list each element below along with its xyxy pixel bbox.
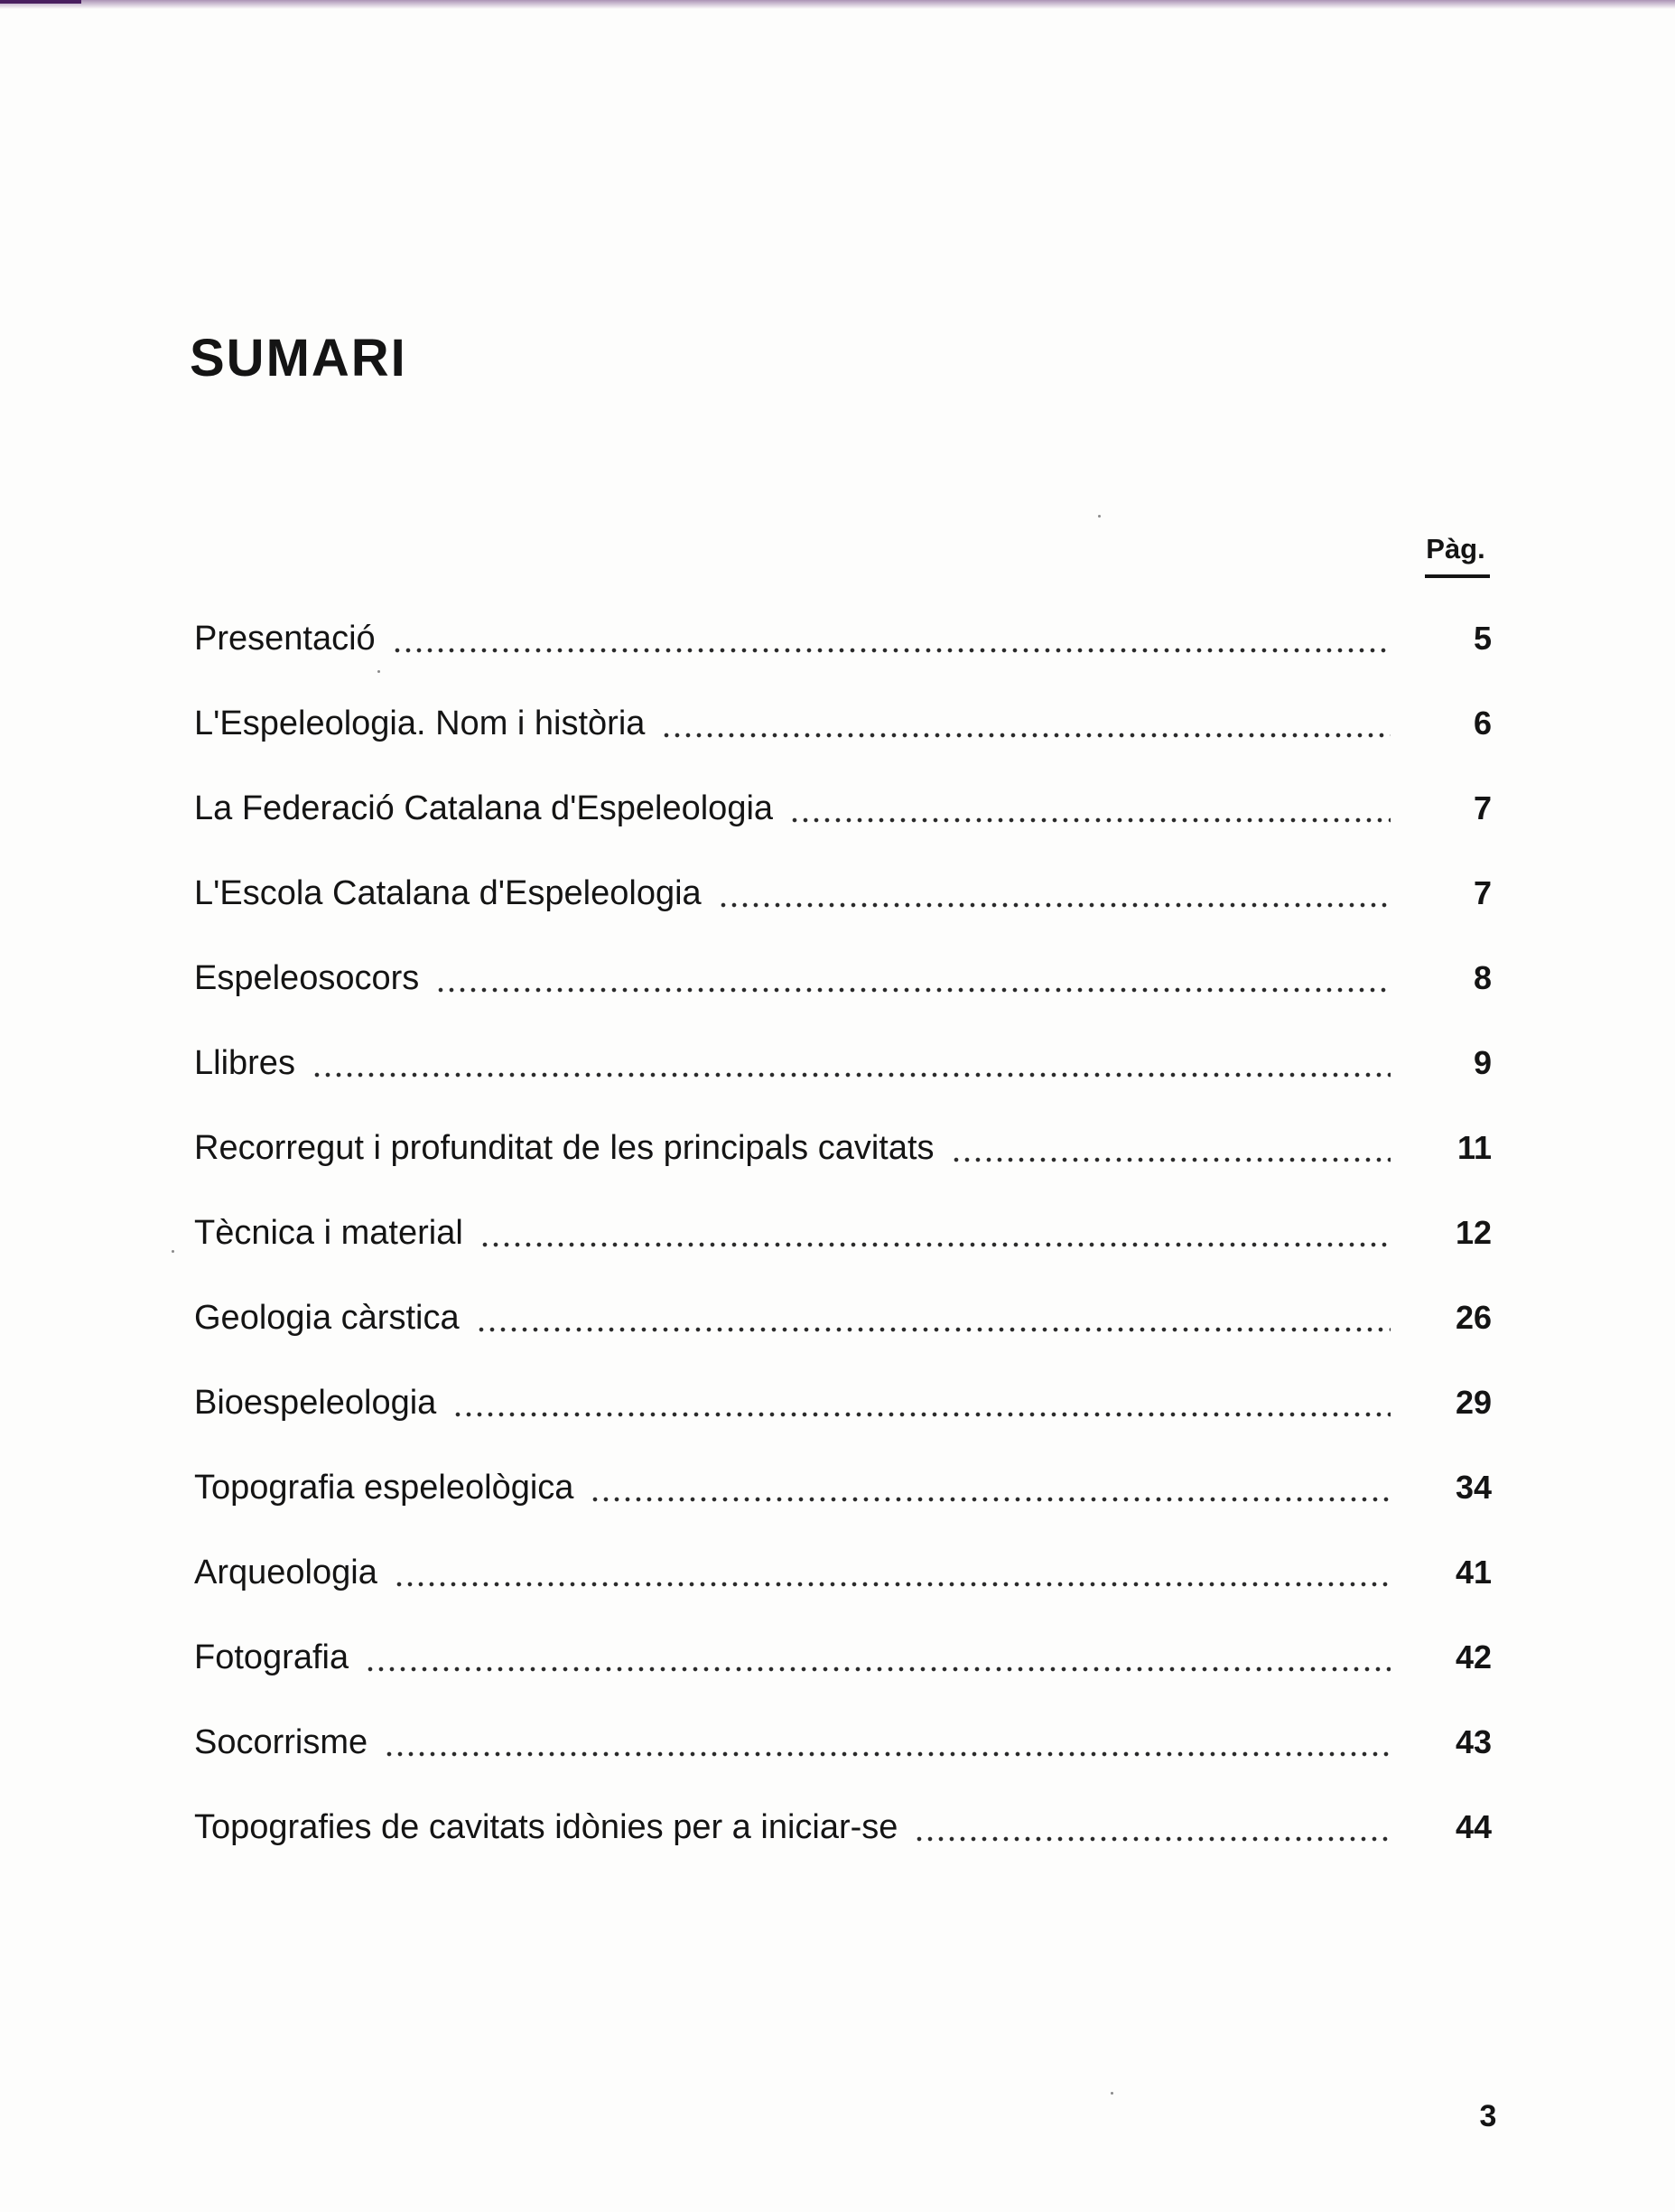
page-column-header: Pàg. xyxy=(1426,533,1485,565)
dot-leader xyxy=(479,1241,1391,1248)
dot-leader xyxy=(789,817,1391,824)
paper-speck xyxy=(377,670,380,673)
toc-entry[interactable] xyxy=(194,1044,1492,1089)
dot-leader xyxy=(392,647,1391,654)
toc-entry-title: L'Escola Catalana d'Espeleologia xyxy=(194,874,702,912)
toc-entry-title: Geologia càrstica xyxy=(194,1299,460,1337)
dot-leader xyxy=(365,1666,1391,1673)
dot-leader xyxy=(951,1156,1391,1163)
toc-entry-page: 8 xyxy=(1473,959,1492,996)
toc-entry-title: Socorrisme xyxy=(194,1723,368,1761)
page-title: SUMARI xyxy=(190,329,407,387)
toc-entry-title: Espeleosocors xyxy=(194,959,420,997)
toc-entry[interactable] xyxy=(194,1808,1492,1853)
toc-entry-page: 29 xyxy=(1455,1384,1492,1421)
dot-leader xyxy=(452,1411,1391,1418)
toc-entry-page: 6 xyxy=(1473,705,1492,742)
dot-leader xyxy=(384,1750,1391,1758)
paper-speck xyxy=(1111,2092,1113,2095)
page-edge-shadow xyxy=(0,0,1675,9)
toc-entry[interactable] xyxy=(194,874,1492,919)
dot-leader xyxy=(661,732,1391,739)
toc-entry-title: Llibres xyxy=(194,1044,295,1082)
toc-entry-title: Fotografia xyxy=(194,1638,349,1676)
toc-entry-title: La Federació Catalana d'Espeleologia xyxy=(194,789,774,827)
dot-leader xyxy=(718,901,1391,909)
toc-entry-title: Presentació xyxy=(194,620,376,658)
toc-entry[interactable] xyxy=(194,620,1492,665)
page-column-underline xyxy=(1425,574,1490,578)
toc-entry[interactable] xyxy=(194,1723,1492,1769)
toc-entry[interactable] xyxy=(194,1384,1492,1429)
toc-entry[interactable] xyxy=(194,1554,1492,1599)
toc-entry[interactable] xyxy=(194,959,1492,1004)
toc-entry[interactable] xyxy=(194,1469,1492,1514)
toc-entry-page: 7 xyxy=(1473,874,1492,911)
dot-leader xyxy=(394,1581,1391,1588)
toc-entry-page: 26 xyxy=(1455,1299,1492,1336)
dot-leader xyxy=(914,1835,1391,1843)
toc-entry-title: Arqueologia xyxy=(194,1554,377,1591)
toc-entry[interactable] xyxy=(194,705,1492,750)
toc-entry-title: L'Espeleologia. Nom i història xyxy=(194,705,646,742)
page-number: 3 xyxy=(1479,2099,1497,2133)
toc-entry-page: 5 xyxy=(1473,620,1492,657)
toc-entry[interactable] xyxy=(194,1638,1492,1684)
dot-leader xyxy=(476,1326,1391,1333)
dot-leader xyxy=(435,986,1391,994)
toc-entry-page: 11 xyxy=(1456,1129,1492,1166)
toc-entry-title: Recorregut i profunditat de les principals cavitats xyxy=(194,1129,935,1167)
toc-entry-page: 44 xyxy=(1455,1808,1492,1845)
toc-entry-page: 43 xyxy=(1455,1723,1492,1760)
toc-entry[interactable] xyxy=(194,1299,1492,1344)
toc-entry-page: 7 xyxy=(1473,789,1492,826)
toc-entry[interactable] xyxy=(194,1129,1492,1174)
toc-entry-title: Bioespeleologia xyxy=(194,1384,437,1422)
toc-entry[interactable] xyxy=(194,1214,1492,1259)
toc-entry-title: Topografia espeleològica xyxy=(194,1469,574,1507)
dot-leader xyxy=(590,1496,1391,1503)
toc-entry-page: 12 xyxy=(1455,1214,1492,1251)
toc-entry-page: 34 xyxy=(1455,1469,1492,1506)
toc-entry-page: 41 xyxy=(1455,1554,1492,1591)
toc-entry-title: Topografies de cavitats idònies per a iniciar-se xyxy=(194,1808,898,1846)
toc-entry-page: 9 xyxy=(1473,1044,1492,1081)
paper-speck xyxy=(172,1250,174,1253)
toc-entry[interactable] xyxy=(194,789,1492,835)
toc-entry-title: Tècnica i material xyxy=(194,1214,463,1252)
binding-edge-mark xyxy=(0,0,81,4)
paper-speck xyxy=(1098,515,1101,518)
dot-leader xyxy=(312,1071,1391,1078)
toc-entry-page: 42 xyxy=(1455,1638,1492,1675)
